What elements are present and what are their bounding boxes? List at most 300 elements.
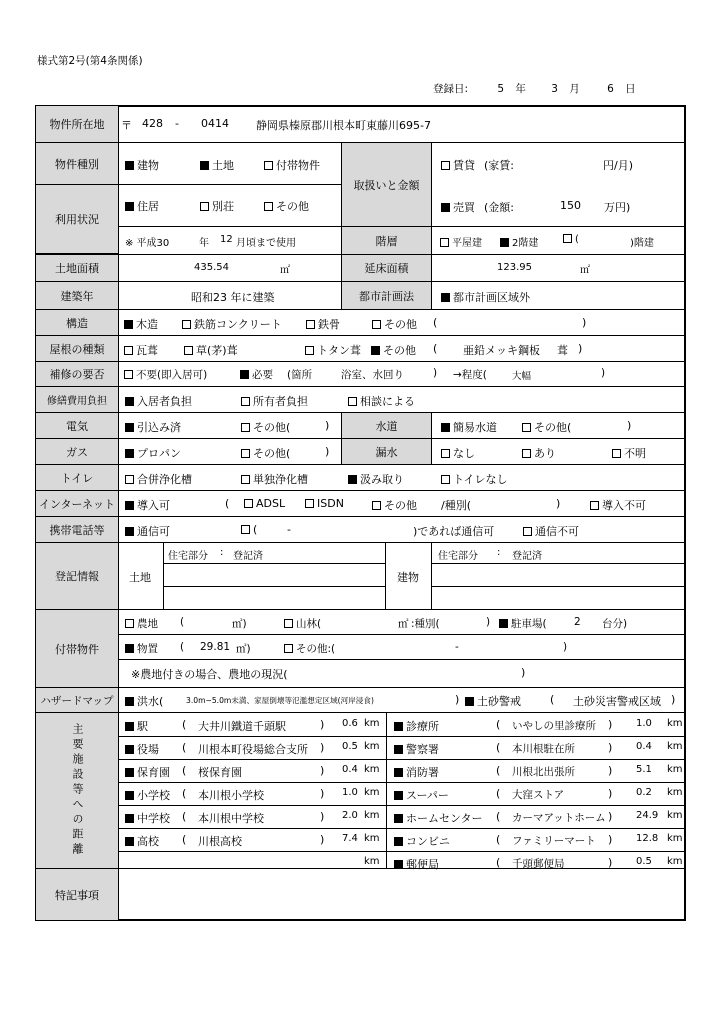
facility-right-distance: 24.9 <box>636 810 659 821</box>
checkbox-checked-icon <box>124 320 133 329</box>
bullet-square-icon <box>394 791 403 800</box>
checkbox-checked-icon <box>348 475 357 484</box>
facility-right-distance: 5.1 <box>636 764 652 775</box>
label-roof: 屋根の種類 <box>35 335 119 362</box>
repair-where: 浴室、水回り <box>341 369 404 381</box>
facility-right-distance: 0.2 <box>636 787 652 798</box>
hazard-flood[interactable]: 洪水( <box>125 693 163 709</box>
repair-cost-tenant[interactable]: 入居者負担 <box>125 393 192 409</box>
facility-right-unit: km <box>667 787 683 798</box>
attached-farm[interactable]: 農地 <box>125 616 158 631</box>
mobile-available[interactable]: 通信可 <box>125 523 170 539</box>
reg-year: 5 <box>497 83 505 95</box>
address: 静岡県榛原郡川根本町東藤川695-7 <box>256 119 431 132</box>
paren-close: ) <box>320 741 325 754</box>
facility-left-place: 本川根中学校 <box>198 812 264 825</box>
checkbox-icon <box>372 320 381 329</box>
paren-close: ) <box>320 787 325 800</box>
checkbox-checked-icon <box>500 238 509 247</box>
toilet-pumped[interactable]: 汲み取り <box>348 471 404 487</box>
attached-shed[interactable]: 物置 <box>125 641 158 656</box>
gas-other[interactable]: その他( <box>241 445 290 461</box>
checkbox-icon <box>522 423 531 432</box>
leak-none[interactable]: なし <box>441 445 475 461</box>
label-city: 都市計画法 <box>341 281 432 310</box>
registration-date <box>433 81 636 96</box>
mobile-cond: )であれば通信可 <box>413 525 495 538</box>
water-simple[interactable]: 簡易水道 <box>441 419 497 435</box>
paren-close: ) <box>608 833 613 846</box>
hazard-sediment-open: ( <box>550 693 555 706</box>
facility-right-name: 診療所 <box>394 718 439 734</box>
checkbox-icon <box>305 499 314 508</box>
hazard-sediment-close: ) <box>671 693 676 706</box>
internet-open: ( <box>225 497 230 510</box>
usage-note-month: 12 <box>220 234 233 245</box>
facility-right-unit: km <box>667 856 683 867</box>
label-registry: 登記情報 <box>35 542 119 610</box>
rent-unit: 円/月) <box>603 159 633 172</box>
postal-mark: 〒 <box>121 119 132 132</box>
checkbox-icon <box>305 346 314 355</box>
checkbox-checked-icon <box>125 397 134 406</box>
checkbox-icon <box>244 499 253 508</box>
label-attached: 付帯物件 <box>35 609 119 688</box>
facility-right-distance: 0.4 <box>636 741 652 752</box>
attached-farm-unit: ㎡) <box>232 618 247 630</box>
facility-right-place: 大窪ストア <box>512 789 565 801</box>
registry-land: 土地 <box>129 571 151 584</box>
registry-land-colon: : <box>220 547 224 558</box>
repair-cost-consult[interactable]: 相談による <box>348 393 415 409</box>
usage-residence[interactable]: 住居 <box>125 198 159 214</box>
built-value: 昭和23 年に建築 <box>191 291 275 304</box>
roof-other-open: ( <box>433 342 438 355</box>
repair-cost-owner[interactable]: 所有者負担 <box>241 393 308 409</box>
facility-left-place: 川根高校 <box>198 835 242 848</box>
mobile-open[interactable]: ( <box>241 523 257 536</box>
bullet-square-icon <box>125 745 134 754</box>
roof-other-value: 亜鉛メッキ鋼板 <box>463 344 540 357</box>
checkbox-icon <box>125 475 134 484</box>
internet-unavailable[interactable]: 導入不可 <box>590 497 646 513</box>
facility-right-distance: 0.5 <box>636 856 652 867</box>
facility-left-unit: km <box>364 718 380 729</box>
checkbox-icon <box>184 346 193 355</box>
checkbox-checked-icon <box>125 697 134 706</box>
checkbox-checked-icon <box>125 527 134 536</box>
checkbox-icon <box>441 475 450 484</box>
attached-forest-kind: :種別( <box>411 618 440 630</box>
checkbox-checked-icon <box>465 697 474 706</box>
form-title: 様式第2号(第4条関係) <box>37 55 143 67</box>
floor-area-unit: ㎡ <box>580 265 590 276</box>
checkbox-icon <box>612 449 621 458</box>
label-mobile: 携帯電話等 <box>35 516 119 543</box>
checkbox-icon <box>241 397 250 406</box>
bullet-square-icon <box>394 860 403 869</box>
facility-right-unit: km <box>667 764 683 775</box>
checkbox-checked-icon <box>200 161 209 170</box>
leak-unknown[interactable]: 不明 <box>612 445 646 461</box>
mobile-dash: - <box>287 523 291 536</box>
facility-left-place: 川根本町役場総合支所 <box>198 743 308 756</box>
facility-right-name: コンビニ <box>394 833 450 849</box>
label-usage: 利用状況 <box>35 184 119 254</box>
facility-left-name: 高校 <box>125 833 159 849</box>
bullet-square-icon <box>125 814 134 823</box>
facilities-label-text: 主要施設等への距離 <box>71 723 84 858</box>
checkbox-icon <box>264 202 273 211</box>
roof-tin[interactable]: トタン葺 <box>305 342 361 358</box>
internet-kind: /種別( <box>441 499 471 512</box>
structure-paren-close: ) <box>582 316 587 329</box>
reg-year-unit: 年 <box>515 83 526 95</box>
checkbox-checked-icon <box>240 370 249 379</box>
usage-note-year: 年 <box>199 238 209 249</box>
electric-other[interactable]: その他( <box>241 419 290 435</box>
handling-sale[interactable]: 売買 <box>441 199 475 215</box>
checkbox-icon <box>241 475 250 484</box>
facility-left-unit: km <box>364 810 380 821</box>
checkbox-icon <box>372 501 381 510</box>
facility-left-name: 保育園 <box>125 764 170 780</box>
facility-right-place: いやしの里診療所 <box>512 720 596 732</box>
paren-open: ( <box>496 787 501 800</box>
repair-degree-label: →程度( <box>453 369 487 381</box>
attached-other-dash: - <box>455 641 459 653</box>
facility-left-distance: 0.5 <box>342 741 358 752</box>
facility-left-place: 本川根小学校 <box>198 789 264 802</box>
facility-right-name: 郵便局 <box>394 856 439 872</box>
facility-left-unit: km <box>364 741 380 752</box>
facility-right-place: 川根北出張所 <box>512 766 575 778</box>
sale-unit: 万円) <box>604 201 631 214</box>
postal-code-2: 0414 <box>201 117 229 130</box>
facility-left-unit: km <box>364 787 380 798</box>
checkbox-checked-icon <box>125 423 134 432</box>
facility-left-unit: km <box>364 856 380 867</box>
checkbox-icon <box>348 397 357 406</box>
label-built: 建築年 <box>35 281 119 310</box>
reg-day: 6 <box>607 83 614 95</box>
bullet-square-icon <box>125 722 134 731</box>
facility-right-unit: km <box>667 718 683 729</box>
attached-farm-note: ※農地付きの場合、農地の現況( <box>131 668 288 681</box>
checkbox-icon <box>264 161 273 170</box>
label-remarks: 特記事項 <box>35 868 119 921</box>
checkbox-icon <box>306 320 315 329</box>
bullet-square-icon <box>394 768 403 777</box>
floor-area-value: 123.95 <box>497 262 532 273</box>
label-leak: 漏水 <box>341 438 432 465</box>
checkbox-icon <box>241 423 250 432</box>
attached-forest-unit: ㎡ <box>398 618 409 630</box>
checkbox-checked-icon <box>125 449 134 458</box>
checkbox-icon <box>441 449 450 458</box>
bullet-square-icon <box>125 768 134 777</box>
facility-left-name: 駅 <box>125 718 148 734</box>
land-area-value: 435.54 <box>194 262 229 273</box>
reg-label: 登録日: <box>433 83 469 95</box>
checkbox-icon <box>124 370 133 379</box>
hazard-sediment[interactable]: 土砂警戒 <box>465 693 521 709</box>
paren-close: ) <box>320 810 325 823</box>
attached-farm-open: ( <box>180 616 185 628</box>
label-facilities <box>35 712 119 869</box>
label-repair: 補修の要否 <box>35 361 119 387</box>
usage-other[interactable]: その他 <box>264 198 309 214</box>
repair-need[interactable]: 必要 <box>240 367 273 382</box>
paren-open: ( <box>496 764 501 777</box>
label-floors: 階層 <box>341 226 432 255</box>
facility-right-place: 千頭郵便局 <box>512 858 565 870</box>
label-toilet: トイレ <box>35 464 119 491</box>
repair-where-open: (箇所 <box>287 369 313 381</box>
sale-value: 150 <box>560 199 581 212</box>
facility-right-place: 本川根駐在所 <box>512 743 575 755</box>
facility-left-unit: km <box>364 833 380 844</box>
floors-single[interactable]: 平屋建 <box>440 234 482 249</box>
attached-parking-unit: 台分) <box>602 618 628 630</box>
gas-close: ) <box>325 445 330 458</box>
facility-right-place: ファミリーマート <box>512 835 596 847</box>
paren-close: ) <box>608 741 613 754</box>
floors-close: )階建 <box>630 238 654 249</box>
checkbox-icon <box>522 449 531 458</box>
attached-farm-note-close: ) <box>521 666 526 679</box>
paren-close: ) <box>608 810 613 823</box>
facility-left-distance: 0.6 <box>342 718 358 729</box>
checkbox-icon <box>284 644 293 653</box>
registry-bldg-colon: : <box>497 547 501 558</box>
structure-wood[interactable]: 木造 <box>124 316 158 332</box>
paren-close: ) <box>320 833 325 846</box>
toilet-single[interactable]: 単独浄化槽 <box>241 471 308 487</box>
internet-other[interactable]: その他 <box>372 497 417 513</box>
attached-other-close: ) <box>563 641 568 653</box>
water-close: ) <box>627 419 632 432</box>
facility-left-place: 大井川鐵道千頭駅 <box>198 720 286 733</box>
structure-other[interactable]: その他 <box>372 316 417 332</box>
toilet-none[interactable]: トイレなし <box>441 471 507 487</box>
repair-none[interactable]: 不要(即入居可) <box>124 367 207 382</box>
paren-open: ( <box>496 718 501 731</box>
paren-open: ( <box>182 810 187 823</box>
registry-building: 建物 <box>397 571 419 584</box>
floors-other[interactable]: ( <box>563 234 579 245</box>
registry-land-part: 住宅部分 <box>168 551 208 562</box>
checkbox-checked-icon <box>125 202 134 211</box>
facility-right-name: 消防署 <box>394 764 439 780</box>
roof-tile[interactable]: 瓦葺 <box>124 342 158 358</box>
label-hazard: ハザードマップ <box>35 687 119 713</box>
paren-close: ) <box>608 718 613 731</box>
label-electric: 電気 <box>35 412 119 439</box>
attached-forest-close: ) <box>486 616 491 628</box>
paren-close: ) <box>320 718 325 731</box>
repair-degree: 大幅 <box>512 371 532 382</box>
facility-left-place: 桜保育園 <box>198 766 242 779</box>
checkbox-checked-icon <box>441 203 450 212</box>
label-gas: ガス <box>35 438 119 465</box>
paren-close: ) <box>608 764 613 777</box>
reg-month: 3 <box>551 83 558 95</box>
checkbox-checked-icon <box>125 501 134 510</box>
checkbox-icon <box>241 525 250 534</box>
label-water: 水道 <box>341 412 432 439</box>
checkbox-checked-icon <box>441 293 450 302</box>
paren-close: ) <box>320 764 325 777</box>
checkbox-checked-icon <box>125 644 134 653</box>
paren-open: ( <box>182 764 187 777</box>
paren-open: ( <box>496 833 501 846</box>
electric-in[interactable]: 引込み済 <box>125 419 181 435</box>
checkbox-checked-icon <box>371 346 380 355</box>
bullet-square-icon <box>394 837 403 846</box>
sale-detail: (金額: <box>484 201 514 214</box>
hazard-sediment-value: 土砂災害警戒区域 <box>573 695 661 708</box>
water-other[interactable]: その他( <box>522 419 571 435</box>
attached-shed-value: 29.81 <box>200 641 231 653</box>
paren-open: ( <box>182 718 187 731</box>
repair-where-close: ) <box>433 367 438 379</box>
facility-right-distance: 12.8 <box>636 833 659 844</box>
checkbox-icon <box>590 501 599 510</box>
toilet-combined[interactable]: 合併浄化槽 <box>125 471 192 487</box>
bullet-square-icon <box>394 814 403 823</box>
usage-note-mark: ※ 平成30 <box>125 238 170 249</box>
structure-paren-open: ( <box>433 316 438 329</box>
reg-month-unit: 月 <box>569 83 580 95</box>
label-floor-area: 延床面積 <box>341 254 432 282</box>
facility-right-place: カーマアットホーム <box>512 812 606 824</box>
usage-note-tail: 月頃まで使用 <box>236 238 296 249</box>
checkbox-icon <box>523 527 532 536</box>
internet-available[interactable]: 導入可 <box>125 497 170 513</box>
land-area-unit: ㎡ <box>280 265 290 276</box>
checkbox-icon <box>441 161 450 170</box>
facility-left-name: 小学校 <box>125 787 170 803</box>
postal-dash: - <box>175 117 179 130</box>
facility-right-unit: km <box>667 741 683 752</box>
kind-building[interactable]: 建物 <box>125 157 159 173</box>
facility-right-name: スーパー <box>394 787 449 803</box>
paren-close: ) <box>608 856 613 869</box>
city-value[interactable]: 都市計画区域外 <box>441 289 530 305</box>
paren-open: ( <box>182 833 187 846</box>
facility-right-name: 警察署 <box>394 741 439 757</box>
checkbox-checked-icon <box>499 619 508 628</box>
label-land-area: 土地面積 <box>35 254 119 282</box>
facility-left-name: 中学校 <box>125 810 170 826</box>
attached-forest[interactable]: 山林( <box>284 616 321 631</box>
bullet-square-icon <box>394 722 403 731</box>
leak-yes[interactable]: あり <box>522 445 556 461</box>
bullet-square-icon <box>394 745 403 754</box>
facility-left-distance: 1.0 <box>342 787 358 798</box>
registry-bldg-value: 登記済 <box>512 551 542 562</box>
checkbox-icon <box>241 449 250 458</box>
checkbox-icon <box>125 619 134 628</box>
roof-other-close: ) <box>578 342 583 355</box>
mobile-unavailable[interactable]: 通信不可 <box>523 523 579 539</box>
postal-code-1: 428 <box>142 117 163 130</box>
structure-steel[interactable]: 鉄骨 <box>306 316 340 332</box>
facility-right-unit: km <box>667 833 683 844</box>
internet-isdn[interactable]: ISDN <box>305 497 344 510</box>
checkbox-checked-icon <box>125 161 134 170</box>
checkbox-icon <box>563 234 572 243</box>
label-location: 物件所在地 <box>35 105 119 143</box>
bullet-square-icon <box>125 837 134 846</box>
attached-parking-value: 2 <box>574 616 581 628</box>
facility-right-unit: km <box>667 810 683 821</box>
repair-degree-close: ) <box>601 367 606 379</box>
kind-attached[interactable]: 付帯物件 <box>264 157 320 173</box>
gas-propane[interactable]: プロパン <box>125 445 181 461</box>
registry-bldg-part: 住宅部分 <box>438 551 478 562</box>
facility-right-distance: 1.0 <box>636 718 652 729</box>
paren-open: ( <box>182 741 187 754</box>
reg-day-unit: 日 <box>625 83 636 95</box>
internet-close: ) <box>556 497 561 510</box>
roof-other[interactable]: その他 <box>371 342 416 358</box>
facility-right-name: ホームセンター <box>394 810 483 826</box>
rent-detail: (家賃: <box>484 159 514 172</box>
hazard-flood-close: ) <box>455 693 460 706</box>
label-kind: 物件種別 <box>35 142 119 185</box>
roof-other-tail: 葺 <box>557 344 568 357</box>
kind-land[interactable]: 土地 <box>200 157 234 173</box>
facility-left-distance: 2.0 <box>342 810 358 821</box>
checkbox-icon <box>200 202 209 211</box>
attached-other[interactable]: その他:( <box>284 641 335 656</box>
usage-villa[interactable]: 別荘 <box>200 198 234 214</box>
checkbox-checked-icon <box>441 423 450 432</box>
checkbox-icon <box>284 619 293 628</box>
structure-rc[interactable]: 鉄筋コンクリート <box>182 316 282 332</box>
floors-two[interactable]: 2階建 <box>500 234 538 249</box>
registry-land-value: 登記済 <box>233 551 263 562</box>
label-repair-cost: 修繕費用負担 <box>35 386 119 413</box>
facility-left-distance: 0.4 <box>342 764 358 775</box>
paren-open: ( <box>496 810 501 823</box>
checkbox-icon <box>124 346 133 355</box>
facility-left-unit: km <box>364 764 380 775</box>
facility-left-distance: 7.4 <box>342 833 358 844</box>
label-handling: 取扱いと金額 <box>341 142 432 227</box>
facility-left-name: 役場 <box>125 741 159 757</box>
paren-close: ) <box>608 787 613 800</box>
electric-close: ) <box>325 419 330 432</box>
attached-shed-unit: ㎡) <box>236 643 251 655</box>
handling-rent[interactable]: 賃貸 <box>441 157 475 173</box>
checkbox-icon <box>440 238 449 247</box>
paren-open: ( <box>496 856 501 869</box>
paren-open: ( <box>496 741 501 754</box>
attached-parking[interactable]: 駐車場( <box>499 616 547 631</box>
attached-shed-open: ( <box>180 641 185 653</box>
label-structure: 構造 <box>35 309 119 336</box>
hazard-flood-value: 3.0m~5.0m未満、家屋倒壊等氾濫想定区域(河岸浸食) <box>186 696 374 705</box>
label-internet: インターネット <box>35 490 119 517</box>
roof-grass[interactable]: 草(茅)葺 <box>184 342 238 358</box>
bullet-square-icon <box>125 791 134 800</box>
checkbox-icon <box>182 320 191 329</box>
paren-open: ( <box>182 787 187 800</box>
internet-adsl[interactable]: ADSL <box>244 497 285 510</box>
